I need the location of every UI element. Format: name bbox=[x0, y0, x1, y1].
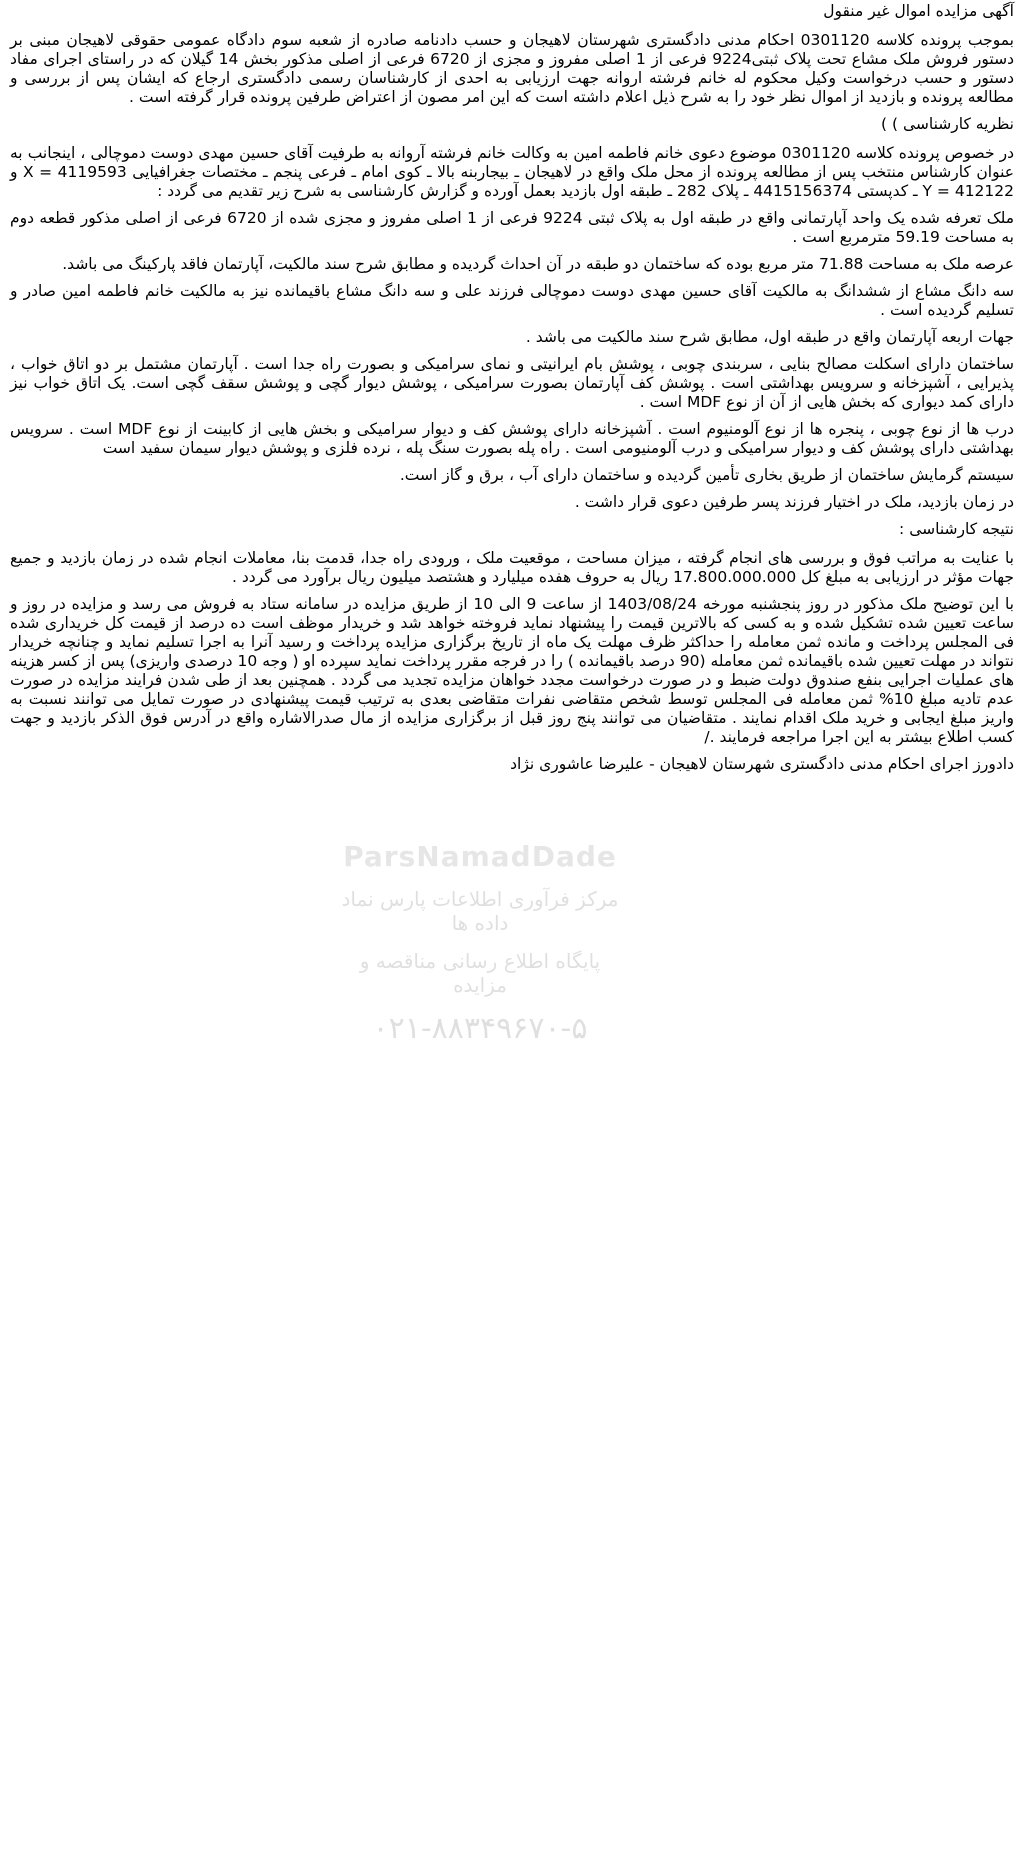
structure-paragraph: ساختمان دارای اسکلت مصالح بنایی ، سربندی چوبی ، پوشش بام ایرانیتی و نمای سرامیکی و بصورت راه جدا است . آپارتمان مشتمل بر دو اتاق خواب ، پذیرایی ، آشپزخانه و سرویس بهداشتی است . پوشش کف آپارتمان بصورت سرامیکی ، پوشش دیوار گچی و پوشش سقف گچی است. یک اتاق خواب نیز دارای کمد دیواری که بخش هایی از آن از نوع MDF است . bbox=[10, 355, 1014, 411]
case-location-paragraph: در خصوص پرونده کلاسه 0301120 موضوع دعوی خانم فاطمه امین به وکالت خانم فرشته آروانه به طرفیت آقای حسین مهدی دوست دموچالی ، اینجانب به عنوان کارشناس منتخب پس از مطالعه پرونده از محل ملک واقع در لاهیجان ـ بیجاربنه بالا ـ کوی امام ـ فرعی پنجم ـ مختصات جغرافیایی 4119593 = X و 412122 = Y ـ کدپستی 4415156374 ـ پلاک 282 ـ طبقه اول بازدید بعمل آورده و گزارش کارشناسی به شرح زیر تقدیم می گردد : bbox=[10, 144, 1014, 200]
expert-opinion-heading: نظریه کارشناسی ) ) bbox=[881, 115, 1014, 133]
expert-conclusion-heading: نتیجه کارشناسی : bbox=[899, 520, 1014, 538]
watermark bbox=[330, 840, 630, 1090]
watermark-phone: ۰۲۱-۸۸۳۴۹۶۷۰-۵ bbox=[372, 1011, 588, 1046]
auction-terms-paragraph: با این توضیح ملک مذکور در روز پنجشنبه مورخه 1403/08/24 از ساعت 9 الی 10 از طریق مزایده در سامانه ستاد به فروش می رسد و مزایده در روز و ساعت تعیین شده تشکیل شده و به کسی که بالاترین قیمت را پیشنهاد نماید فروخته خواهد شد و خریدار موظف است ده درصد از قیمت کل خریداری شده فی المجلس پرداخت و مانده ثمن معامله را حداکثر ظرف مهلت یک ماه از تاریخ برگزاری مزایده پرداخت و رسید آنرا به اجرا تسلیم نماید و چنانچه خریدار نتواند در مهلت تعیین شده باقیمانده ثمن معامله (90 درصد باقیمانده ) را در فرجه مقرر پرداخت نماید سپرده او ( وجه 10 درصدی واریزی) پس از کسر هزینه های عملیات اجرایی بنفع صندوق دولت ضبط و در صورت درخواست مجدد خواهان مزایده تجدید می گردد . همچنین بعد از طی شدن فرایند مزایده در صورت عدم تادیه مبلغ 10% ثمن معامله فی المجلس توسط شخص متقاضی نفرات متقاضی بعدی به ترتیب قیمت پیشنهادی در صورت تمایل می توانند نسبت به واریز مبلغ ایجابی و خرید ملک اقدام نمایند . متقاضیان می توانند پنج روز قبل از برگزاری مزایده از مال صدرالاشاره واقع در آدرس فوق الذکر بازدید و جهت کسب اطلاع بیشتر به این اجرا مراجعه فرمایند ./ bbox=[10, 595, 1014, 746]
ownership-paragraph: سه دانگ مشاع از ششدانگ به مالکیت آقای حسین مهدی دوست دموچالی فرزند علی و سه دانگ مشاع باقیمانده نیز به مالکیت خانم فاطمه امین صادر و تسلیم گردیده است . bbox=[10, 282, 1014, 319]
watermark-line-2: پایگاه اطلاع رسانی مناقصه و مزایده bbox=[359, 949, 601, 997]
property-description-paragraph: ملک تعرفه شده یک واحد آپارتمانی واقع در طبقه اول به پلاک ثبتی 9224 فرعی از 1 اصلی مفروز و مجزی شده از 6720 فرعی از اصلی مذکور قطعه دوم به مساحت 59.19 مترمربع است . bbox=[10, 209, 1015, 246]
valuation-paragraph: با عنایت به مراتب فوق و بررسی های انجام گرفته ، میزان مساحت ، موقعیت ملک ، ورودی راه جدا، قدمت بنا، معاملات انجام شده در زمان بازدید و جمیع جهات مؤثر در ارزیابی به مبلغ کل 17.800.000.000 ریال به حروف هفده میلیارد و هشتصد میلیون ریال برآورد می گردد . bbox=[10, 549, 1014, 586]
notice-title: آگهی مزایده اموال غیر منقول bbox=[823, 2, 1014, 20]
signature-line: دادورز اجرای احکام مدنی دادگستری شهرستان لاهیجان - علیرضا عاشوری نژاد bbox=[510, 755, 1014, 773]
intro-paragraph: بموجب پرونده کلاسه 0301120 احکام مدنی دادگستری شهرستان لاهیجان و حسب دادنامه صادره از شعبه سوم دادگاه عمومی حقوقی لاهیجان مبنی بر دستور فروش ملک مشاع تحت پلاک ثبتی9224 فرعی از 1 اصلی مفروز و مجزی از 6720 فرعی از اصلی مذکور بخش 14 گیلان که در راستای اجرای مفاد دستور و حسب درخواست وکیل محکوم له خانم فرشته اروانه جهت ارزیابی به احدی از کارشناسان رسمی دادگستری ارجاع که ایشان پس از بررسی و مطالعه پرونده و بازدید از اموال نظر خود را به شرح ذیل اعلام داشته است که این امر مصون از اعتراض طرفین پرونده قرار گرفته است . bbox=[10, 31, 1014, 106]
land-area-paragraph: عرصه ملک به مساحت 71.88 متر مربع بوده که ساختمان دو طبقه در آن احداث گردیده و مطابق شرح سند مالکیت، آپارتمان فاقد پارکینگ می باشد. bbox=[62, 255, 1014, 273]
occupancy-paragraph: در زمان بازدید، ملک در اختیار فرزند پسر طرفین دعوی قرار داشت . bbox=[574, 493, 1014, 511]
fixtures-paragraph: درب ها از نوع چوبی ، پنجره ها از نوع آلومنیوم است . آشپزخانه دارای پوشش کف و دیوار سرامیکی و بخش هایی از کابینت از نوع MDF است . سرویس بهداشتی دارای پوشش کف و دیوار سرامیکی و درب آلومنیومی است . راه پله بصورت سنگ پله ، نرده فلزی و پوشش دیوار سیمان سفید است bbox=[10, 420, 1015, 457]
heating-utilities-paragraph: سیستم گرمایش ساختمان از طریق بخاری تأمین گردیده و ساختمان دارای آب ، برق و گاز است. bbox=[399, 466, 1014, 484]
auction-notice bbox=[10, 0, 1014, 782]
boundaries-paragraph: جهات اربعه آپارتمان واقع در طبقه اول، مطابق شرح سند مالکیت می باشد . bbox=[525, 328, 1014, 346]
watermark-brand: ParsNamadDade bbox=[343, 840, 617, 873]
watermark-line-1: مرکز فرآوری اطلاعات پارس نماد داده ها bbox=[341, 887, 619, 935]
